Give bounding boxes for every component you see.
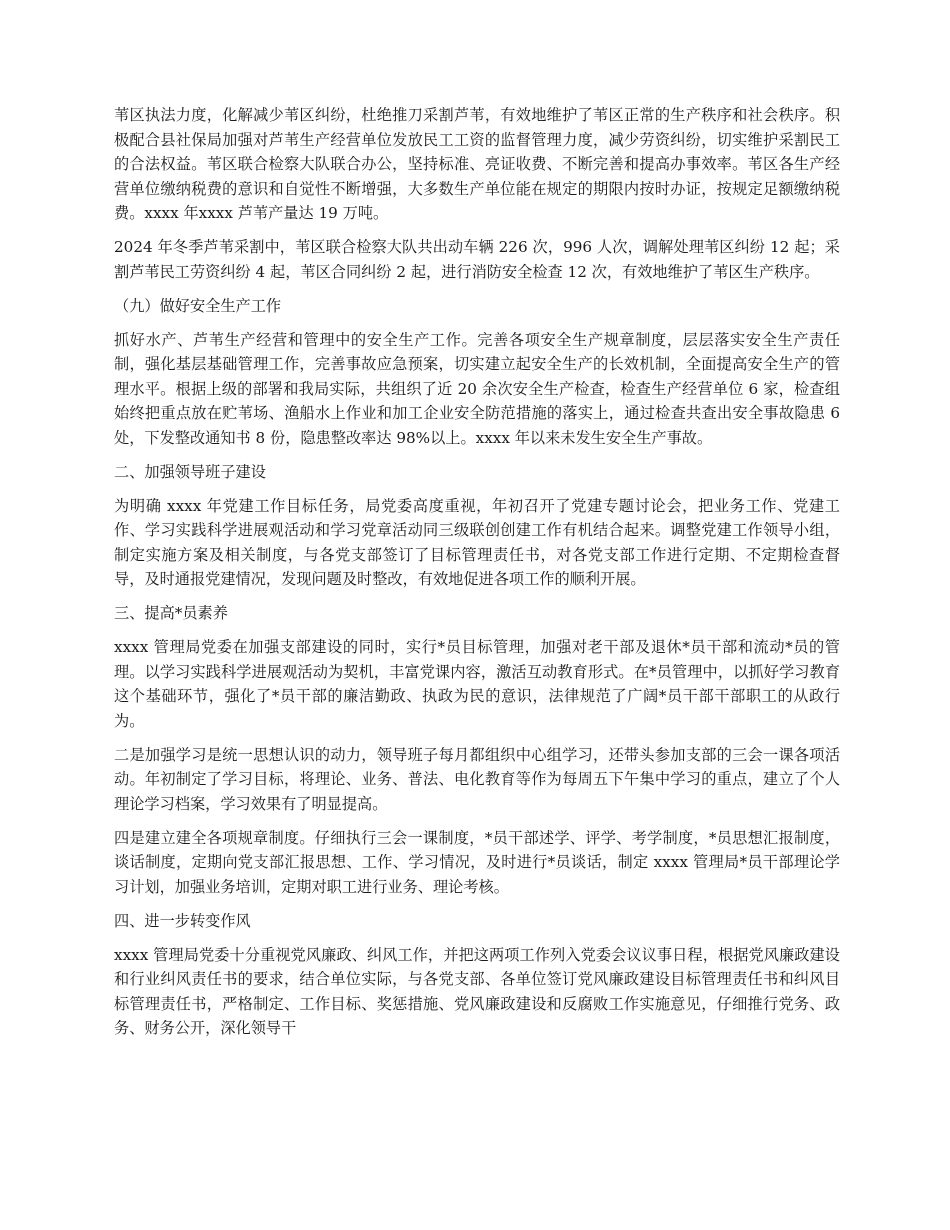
heading-member-quality: 三、提高*员素养	[114, 604, 228, 622]
paragraph-rules-system: 四是建立建全各项规章制度。仔细执行三会一课制度，*员干部述学、评学、考学制度，*员思想汇报制度，谈话制度，定期向党支部汇报思想、工作、学习情况，及时进行*员谈话，制定 xxxx 管理局*员干部理论学习计划，加强业务培训，定期对职工进行业务、理论考核。	[114, 828, 840, 896]
paragraph-safety-production: 抓好水产、芦苇生产经营和管理中的安全生产工作。完善各项安全生产规章制度，层层落实安全生产责任制，强化基层基础管理工作，完善事故应急预案，切实建立起安全生产的长效机制，全面提高安全生产的管理水平。根据上级的部署和我局实际，共组织了近 20 余次安全生产检查，检查生产经营单位 6 家，检查组始终把重点放在贮苇场、渔船水上作业和加工企业安全防范措施的落实上，通过检查共查出安全事故隐患 6 处，下发整改通知书 8 份，隐患整改率达 98%以上。xxxx 年以来未发生安全生产事故。	[114, 330, 840, 447]
paragraph-leadership-building: 为明确 xxxx 年党建工作目标任务，局党委高度重视，年初召开了党建专题讨论会，把业务工作、党建工作、学习实践科学进展观活动和学习党章活动同三级联创创建工作有机结合起来。调整党建工作领导小组，制定实施方案及相关制度，与各党支部签订了目标管理责任书，对各党支部工作进行定期、不定期检查督导，及时通报党建情况，发现问题及时整改，有效地促进各项工作的顺利开展。	[114, 496, 840, 588]
paragraph-reed-area-enforcement: 苇区执法力度，化解减少苇区纠纷，杜绝推刀采割芦苇，有效地维护了苇区正常的生产秩序和社会秩序。积极配合县社保局加强对芦苇生产经营单位发放民工工资的监督管理力度，减少劳资纠纷，切实维护采割民工的合法权益。苇区联合检察大队联合办公，坚持标准、亮证收费、不断完善和提高办事效率。苇区各生产经营单位缴纳税费的意识和自觉性不断增强，大多数生产单位能在规定的期限内按时办证，按规定足额缴纳税费。xxxx 年xxxx 芦苇产量达 19 万吨。	[114, 106, 840, 222]
heading-work-style: 四、进一步转变作风	[114, 911, 251, 930]
paragraph-strengthen-study: 二是加强学习是统一思想认识的动力，领导班子每月都组织中心组学习，还带头参加支部的三会一课各项活动。年初制定了学习目标，将理论、业务、普法、电化教育等作为每周五下午集中学习的重点，建立了个人理论学习档案，学习效果有了明显提高。	[114, 745, 840, 813]
paragraph-work-style: xxxx 管理局党委十分重视党风廉政、纠风工作，并把这两项工作列入党委会议议事日程，根据党风廉政建设和行业纠风责任书的要求，结合单位实际，与各党支部、各单位签订党风廉政建设目标管理责任书和纠风目标管理责任书，严格制定、工作目标、奖惩措施、党风廉政建设和反腐败工作实施意见，仔细推行党务、政务、财务公开，深化领导干	[114, 945, 840, 1037]
paragraph-winter-harvest-stats: 2024 年冬季芦苇采割中，苇区联合检察大队共出动车辆 226 次，996 人次，调解处理苇区纠纷 12 起；采割芦苇民工劳资纠纷 4 起，苇区合同纠纷 2 起，进行消防安全检查 12 次，有效地维护了苇区生产秩序。	[114, 238, 840, 281]
heading-safety-production: （九）做好安全生产工作	[114, 296, 282, 315]
paragraph-member-management: xxxx 管理局党委在加强支部建设的同时，实行*员目标管理，加强对老干部及退休*员干部和流动*员的管理。以学习实践科学进展观活动为契机，丰富党课内容，激活互动教育形式。在*员管理中，以抓好学习教育这个基础环节，强化了*员干部的廉洁勤政、执政为民的意识，法律规范了广阔*员干部干部职工的从政行为。	[114, 638, 840, 730]
document-page	[114, 103, 840, 1050]
heading-leadership-building: 二、加强领导班子建设	[114, 462, 266, 481]
